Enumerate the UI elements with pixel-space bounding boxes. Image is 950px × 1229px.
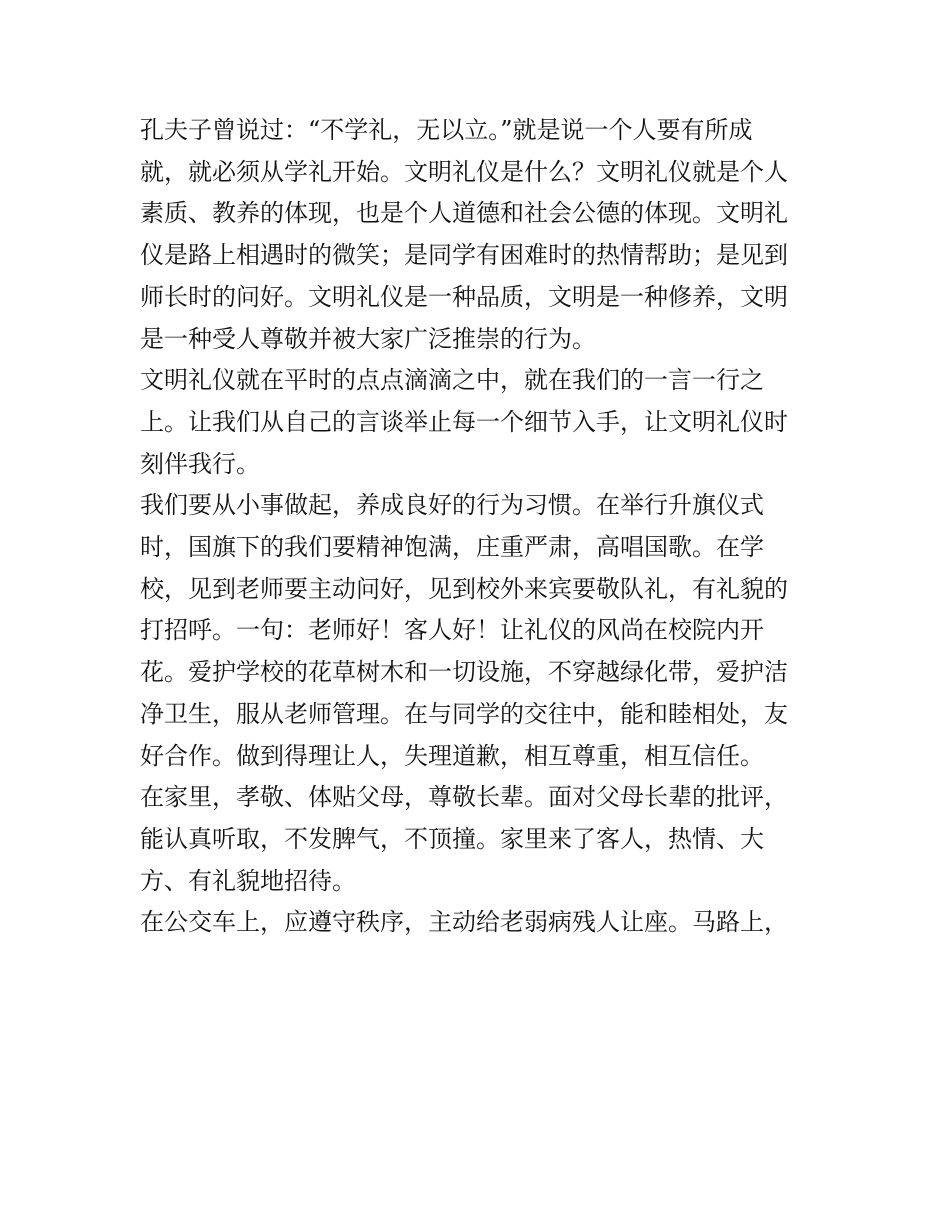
text-line: 师长时的问好。文明礼仪是一种品质，文明是一种修养，文明 (140, 282, 788, 311)
text-line: 花。爱护学校的花草树木和一切设施，不穿越绿化带，爱护洁 (140, 658, 788, 687)
text-line: 上。让我们从自己的言谈举止每一个细节入手，让文明礼仪时 (140, 407, 788, 436)
text-line: 能认真听取，不发脾气，不顶撞。家里来了客人，热情、大 (140, 824, 764, 853)
text-line: 我们要从小事做起，养成良好的行为习惯。在举行升旗仪式 (140, 491, 764, 520)
paragraph-1 (140, 110, 820, 360)
text-line: 孔夫子曾说过：“不学礼，无以立。”就是说一个人要有所成 (140, 116, 753, 144)
text-line: 好合作。做到得理让人，失理道歉，相互尊重，相互信任。 (140, 741, 764, 770)
text-line: 刻伴我行。 (140, 449, 260, 478)
text-line: 在公交车上，应遵守秩序，主动给老弱病残人让座。马路上， (140, 908, 788, 937)
paragraph-4 (140, 777, 820, 902)
text-line: 素质、教养的体现，也是个人道德和社会公德的体现。文明礼 (140, 199, 788, 228)
paragraph-3 (140, 485, 820, 777)
text-line: 是一种受人尊敬并被大家广泛推崇的行为。 (140, 324, 596, 353)
text-line: 打招呼。一句：老师好！客人好！让礼仪的风尚在校院内开 (140, 616, 764, 645)
text-line: 校，见到老师要主动问好，见到校外来宾要敬队礼，有礼貌的 (140, 574, 788, 603)
document-body (140, 110, 820, 944)
text-line: 方、有礼貌地招待。 (140, 866, 356, 895)
text-line: 就，就必须从学礼开始。文明礼仪是什么？文明礼仪就是个人 (140, 157, 788, 186)
paragraph-5 (140, 902, 820, 944)
text-line: 仪是路上相遇时的微笑；是同学有困难时的热情帮助；是见到 (140, 241, 788, 270)
text-line: 时，国旗下的我们要精神饱满，庄重严肃，高唱国歌。在学 (140, 533, 764, 562)
text-line: 文明礼仪就在平时的点点滴滴之中，就在我们的一言一行之 (140, 366, 764, 395)
paragraph-2 (140, 360, 820, 485)
text-line: 在家里，孝敬、体贴父母，尊敬长辈。面对父母长辈的批评， (140, 783, 788, 812)
text-line: 净卫生，服从老师管理。在与同学的交往中，能和睦相处，友 (140, 699, 788, 728)
